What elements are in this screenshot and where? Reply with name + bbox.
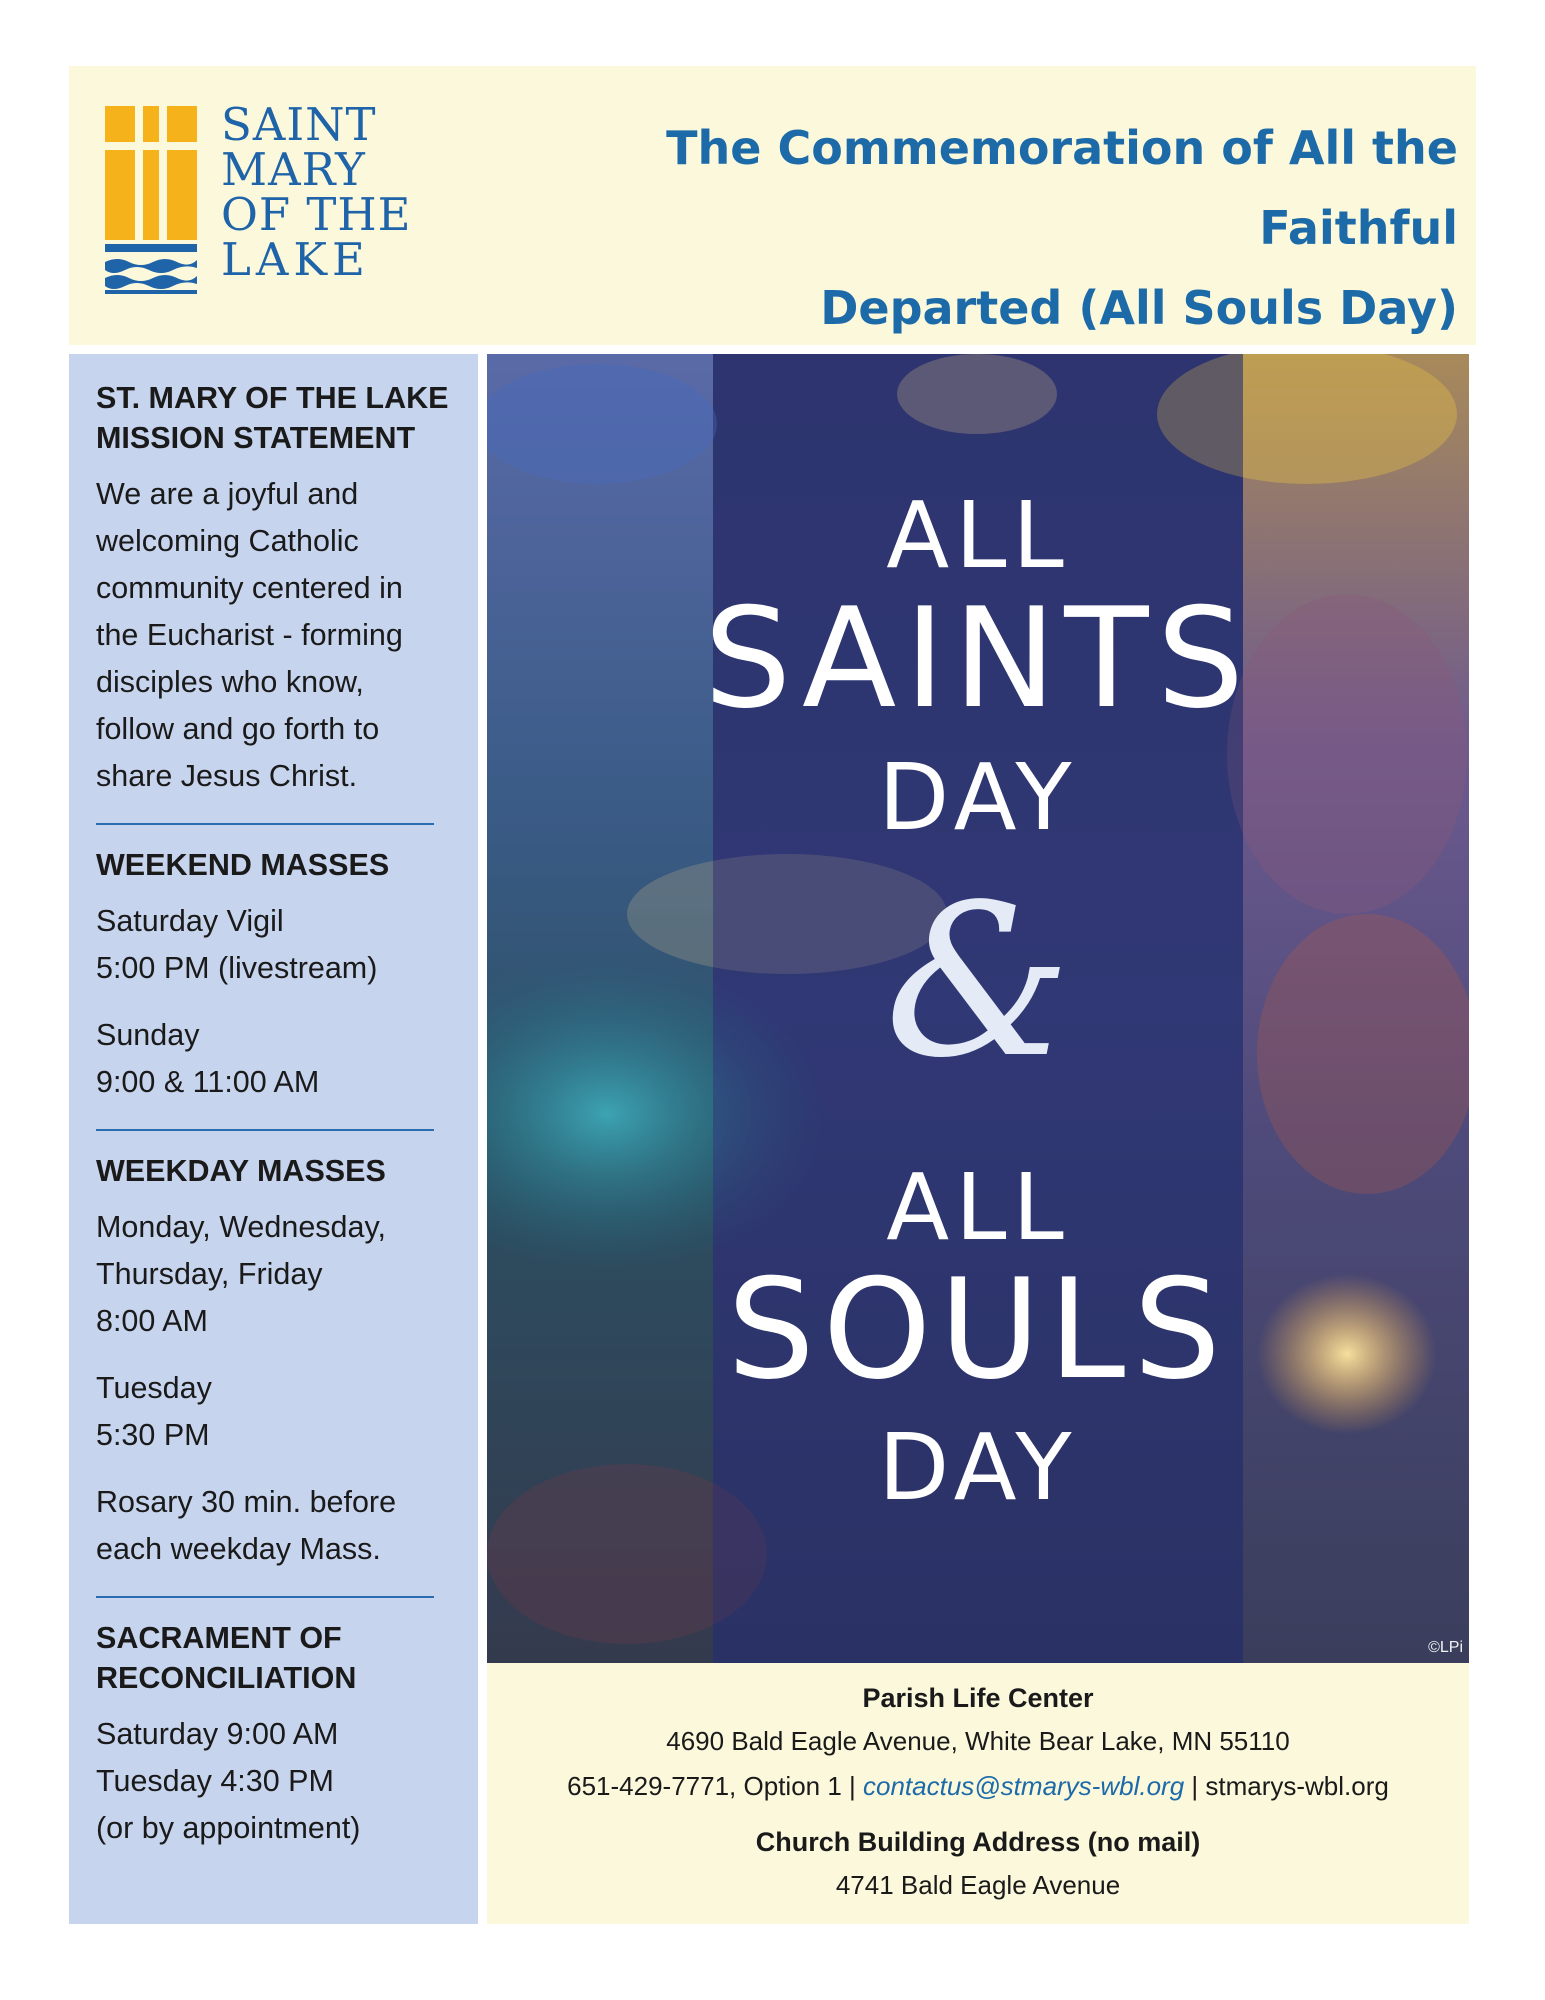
weekday-tuesday-label: Tuesday [96,1371,212,1405]
weekday-time: 8:00 AM [96,1304,208,1338]
logo-line: MARY [221,143,366,196]
logo-line: OF THE [221,188,412,241]
weekend-sunday-label: Sunday [96,1018,200,1052]
email-link[interactable]: contactus@stmarys-wbl.org [863,1771,1185,1801]
mission-text: disciples who know, [96,665,364,699]
mission-heading: MISSION STATEMENT [96,421,416,455]
reconciliation-heading: SACRAMENT OF [96,1621,342,1655]
weekend-saturday-time: 5:00 PM (livestream) [96,951,378,985]
poster-word-souls: SOULS [727,1249,1229,1410]
section-divider [96,1129,434,1131]
church-address: 4741 Bald Eagle Avenue [835,1870,1121,1900]
poster-word-all: ALL [886,1154,1070,1261]
reconciliation-note: (or by appointment) [96,1811,361,1845]
weekday-tuesday-time: 5:30 PM [96,1418,210,1452]
reconciliation-heading: RECONCILIATION [96,1661,357,1695]
rosary-note: Rosary 30 min. before [96,1485,397,1519]
poster-word-day: DAY [878,744,1078,851]
sidebar [69,354,478,1924]
church-heading: Church Building Address (no mail) [755,1827,1201,1857]
weekend-masses-heading: WEEKEND MASSES [96,848,390,882]
mission-text: share Jesus Christ. [96,759,358,793]
logo-line: LAKE [221,233,370,286]
page-title-line1: The Commemoration of All the Faithful [666,121,1458,255]
mission-text: the Eucharist - forming [96,618,403,652]
poster-word-saints: SAINTS [703,578,1253,739]
reconciliation-time: Tuesday 4:30 PM [96,1764,334,1798]
poster-ampersand: & [884,859,1072,1104]
parish-logo[interactable] [105,98,412,306]
mission-text: We are a joyful and [96,477,359,511]
weekday-masses-heading: WEEKDAY MASSES [96,1154,386,1188]
logo-wordmark [221,98,412,286]
section-divider [96,1596,434,1598]
section-divider [96,823,434,825]
cross-waves-icon [105,106,197,294]
mission-text: follow and go forth to [96,712,380,746]
contact-line [487,1764,1469,1809]
mission-text: community centered in [96,571,403,605]
plc-heading: Parish Life Center [862,1683,1094,1713]
page-title-line2: Departed (All Souls Day) [820,281,1458,335]
logo-line: SAINT [221,98,377,151]
weekend-saturday-label: Saturday Vigil [96,904,284,938]
poster-word-all: ALL [886,482,1070,589]
mission-heading: ST. MARY OF THE LAKE [96,381,449,415]
poster-word-day: DAY [878,1414,1078,1521]
poster-title [487,354,1469,1663]
weekend-sunday-time: 9:00 & 11:00 AM [96,1065,320,1099]
contact-footer [487,1663,1469,1924]
mission-text: welcoming Catholic [96,524,359,558]
weekday-days: Monday, Wednesday, [96,1210,386,1244]
rosary-note: each weekday Mass. [96,1532,381,1566]
image-credit: ©LPi [1428,1639,1463,1656]
phone-number: 651-429-7771, Option 1 | [567,1771,863,1801]
header-banner [69,66,1476,345]
website-link[interactable]: | stmarys-wbl.org [1184,1771,1389,1801]
weekday-days: Thursday, Friday [96,1257,323,1291]
reconciliation-time: Saturday 9:00 AM [96,1717,339,1751]
all-saints-poster [487,354,1469,1663]
plc-address: 4690 Bald Eagle Avenue, White Bear Lake, MN 55110 [666,1726,1290,1756]
